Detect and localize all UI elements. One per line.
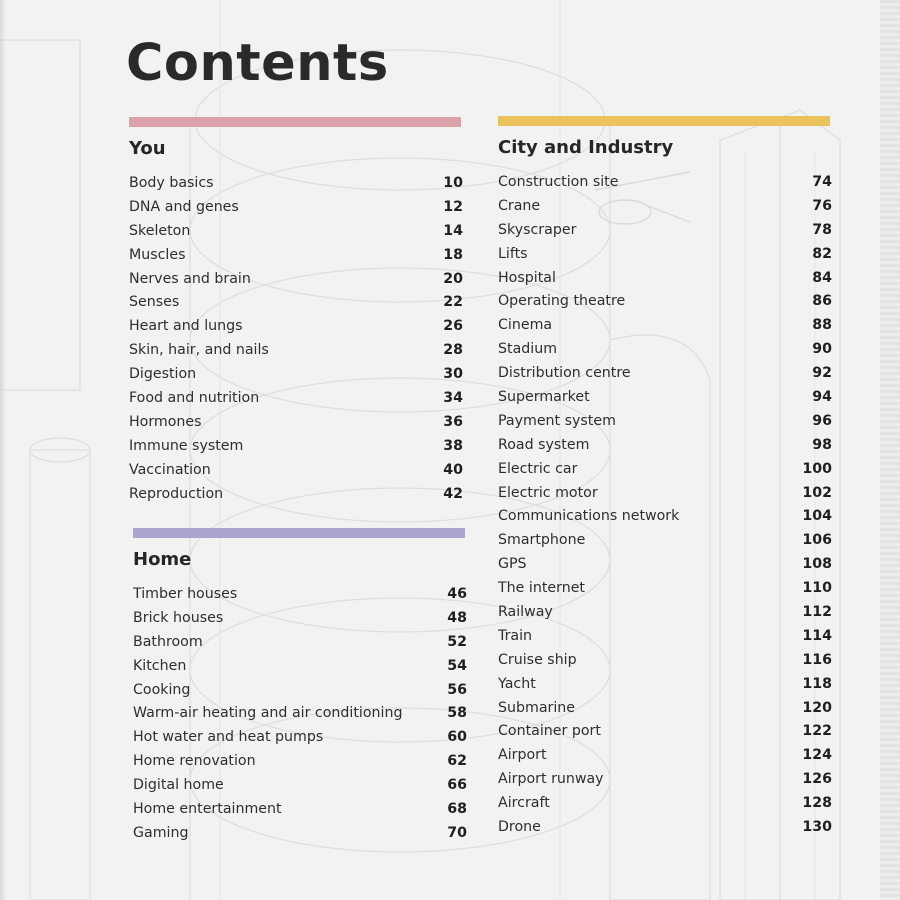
toc-entry-title: Hospital <box>498 269 556 286</box>
toc-entry-title: Road system <box>498 436 590 453</box>
toc-entry-title: Crane <box>498 197 541 214</box>
toc-entry <box>133 797 467 821</box>
toc-page-number: 48 <box>447 609 467 626</box>
toc-entry <box>133 701 467 725</box>
city-entry-list <box>498 170 832 839</box>
toc-entry <box>498 600 832 624</box>
toc-entry-title: Heart and lungs <box>129 318 243 335</box>
toc-page-number: 100 <box>802 460 832 477</box>
toc-entry <box>498 481 832 505</box>
you-color-bar <box>129 117 461 127</box>
toc-entry <box>129 338 463 362</box>
toc-entry <box>133 749 467 773</box>
toc-entry-title: Home renovation <box>133 753 256 770</box>
toc-entry <box>498 719 832 743</box>
toc-entry <box>498 361 832 385</box>
toc-entry <box>498 313 832 337</box>
toc-page-number: 76 <box>812 197 832 214</box>
toc-entry-title: Construction site <box>498 173 619 190</box>
toc-entry <box>498 648 832 672</box>
toc-page-number: 14 <box>443 222 463 239</box>
toc-page-number: 38 <box>443 437 463 454</box>
toc-entry <box>129 290 463 314</box>
toc-entry-title: Skin, hair, and nails <box>129 342 269 359</box>
toc-entry-title: Hot water and heat pumps <box>133 729 324 746</box>
page-edge-stack <box>880 0 900 900</box>
toc-page-number: 52 <box>447 633 467 650</box>
toc-entry-title: Smartphone <box>498 532 586 549</box>
toc-entry-title: Train <box>498 627 533 644</box>
toc-entry-title: Payment system <box>498 412 616 429</box>
toc-entry <box>129 434 463 458</box>
toc-page-number: 28 <box>443 342 463 359</box>
toc-page-number: 54 <box>447 657 467 674</box>
toc-page-number: 66 <box>447 777 467 794</box>
toc-entry <box>133 678 467 702</box>
toc-entry <box>498 337 832 361</box>
toc-page-number: 10 <box>443 174 463 191</box>
toc-entry-title: Drone <box>498 818 541 835</box>
toc-entry <box>498 409 832 433</box>
toc-entry <box>498 743 832 767</box>
toc-entry <box>498 218 832 242</box>
toc-entry-title: Lifts <box>498 245 528 262</box>
toc-page-number: 114 <box>802 627 832 644</box>
toc-entry <box>498 194 832 218</box>
toc-entry <box>498 815 832 839</box>
toc-entry-title: Cruise ship <box>498 651 577 668</box>
toc-entry <box>129 243 463 267</box>
toc-entry-title: Senses <box>129 294 180 311</box>
toc-entry-title: The internet <box>498 580 585 597</box>
toc-page-number: 68 <box>447 800 467 817</box>
toc-entry <box>498 457 832 481</box>
toc-entry-title: Electric motor <box>498 484 598 501</box>
toc-page-number: 20 <box>443 270 463 287</box>
toc-entry <box>133 773 467 797</box>
toc-page-number: 82 <box>812 245 832 262</box>
toc-entry-title: Cinema <box>498 317 553 334</box>
toc-page-number: 102 <box>802 484 832 501</box>
toc-entry <box>129 195 463 219</box>
toc-entry <box>498 170 832 194</box>
toc-page-number: 40 <box>443 461 463 478</box>
toc-entry-title: Communications network <box>498 508 680 525</box>
toc-entry-title: Airport runway <box>498 771 604 788</box>
toc-page-number: 128 <box>802 795 832 812</box>
toc-page-number: 110 <box>802 580 832 597</box>
section-title-home: Home <box>133 549 192 570</box>
toc-entry-title: Aircraft <box>498 795 550 812</box>
toc-page-number: 26 <box>443 318 463 335</box>
toc-entry <box>133 630 467 654</box>
toc-entry-title: Stadium <box>498 341 558 358</box>
toc-page-number: 70 <box>447 824 467 841</box>
city-color-bar <box>498 116 830 126</box>
toc-entry <box>498 266 832 290</box>
toc-entry <box>129 482 463 506</box>
toc-page-number: 118 <box>802 675 832 692</box>
toc-entry <box>129 362 463 386</box>
toc-entry <box>498 767 832 791</box>
toc-page-number: 46 <box>447 585 467 602</box>
toc-page-number: 62 <box>447 753 467 770</box>
toc-entry-title: Gaming <box>133 824 189 841</box>
toc-entry-title: Digestion <box>129 366 197 383</box>
toc-entry-title: Immune system <box>129 437 244 454</box>
toc-entry-title: Body basics <box>129 174 214 191</box>
toc-page-number: 90 <box>812 341 832 358</box>
toc-entry-title: Railway <box>498 603 553 620</box>
toc-entry-title: Supermarket <box>498 388 590 405</box>
toc-entry-title: Yacht <box>498 675 536 692</box>
toc-entry-title: Reproduction <box>129 485 224 502</box>
section-title-you: You <box>129 138 166 159</box>
toc-entry-title: Airport <box>498 747 547 764</box>
toc-entry <box>129 386 463 410</box>
toc-entry-title: Brick houses <box>133 609 224 626</box>
home-color-bar <box>133 528 465 538</box>
toc-page-number: 94 <box>812 388 832 405</box>
toc-page-number: 22 <box>443 294 463 311</box>
toc-entry <box>133 606 467 630</box>
toc-entry-title: Nerves and brain <box>129 270 251 287</box>
toc-entry <box>129 314 463 338</box>
section-city-and-industry <box>498 116 832 839</box>
toc-entry <box>498 696 832 720</box>
toc-entry <box>129 267 463 291</box>
toc-page-number: 30 <box>443 366 463 383</box>
toc-entry-title: Food and nutrition <box>129 389 260 406</box>
toc-entry <box>498 791 832 815</box>
toc-page-number: 96 <box>812 412 832 429</box>
toc-entry-title: Vaccination <box>129 461 211 478</box>
toc-page-number: 12 <box>443 198 463 215</box>
toc-page-number: 56 <box>447 681 467 698</box>
toc-entry <box>129 458 463 482</box>
toc-entry-title: Electric car <box>498 460 578 477</box>
toc-entry <box>133 725 467 749</box>
toc-page-number: 92 <box>812 365 832 382</box>
toc-entry <box>498 385 832 409</box>
toc-entry-title: Home entertainment <box>133 800 282 817</box>
toc-entry <box>129 171 463 195</box>
toc-entry-title: Warm-air heating and air conditioning <box>133 705 403 722</box>
toc-page-number: 126 <box>802 771 832 788</box>
toc-entry <box>498 624 832 648</box>
toc-entry-title: Bathroom <box>133 633 203 650</box>
toc-entry-title: Cooking <box>133 681 191 698</box>
toc-entry-title: Kitchen <box>133 657 187 674</box>
toc-entry-title: Submarine <box>498 699 576 716</box>
toc-entry-title: Operating theatre <box>498 293 626 310</box>
toc-page-number: 130 <box>802 818 832 835</box>
toc-page-number: 18 <box>443 246 463 263</box>
toc-entry <box>498 433 832 457</box>
toc-entry <box>133 654 467 678</box>
toc-page-number: 58 <box>447 705 467 722</box>
toc-entry-title: Muscles <box>129 246 186 263</box>
toc-entry <box>498 242 832 266</box>
toc-page-number: 36 <box>443 413 463 430</box>
toc-page-number: 34 <box>443 389 463 406</box>
toc-page-number: 106 <box>802 532 832 549</box>
toc-page-number: 122 <box>802 723 832 740</box>
home-entry-list <box>133 582 467 845</box>
toc-entry <box>129 219 463 243</box>
toc-entry <box>498 672 832 696</box>
toc-page-number: 120 <box>802 699 832 716</box>
toc-page-number: 116 <box>802 651 832 668</box>
toc-entry-title: Skyscraper <box>498 221 577 238</box>
section-home <box>133 528 467 845</box>
toc-entry-title: Distribution centre <box>498 365 631 382</box>
section-title-city: City and Industry <box>498 137 674 158</box>
toc-entry <box>498 504 832 528</box>
toc-entry-title: DNA and genes <box>129 198 239 215</box>
section-you <box>129 117 463 505</box>
toc-page-number: 104 <box>802 508 832 525</box>
you-entry-list <box>129 171 463 505</box>
toc-entry-title: GPS <box>498 556 527 573</box>
toc-page-number: 86 <box>812 293 832 310</box>
toc-page-number: 88 <box>812 317 832 334</box>
toc-page-number: 78 <box>812 221 832 238</box>
toc-entry-title: Skeleton <box>129 222 191 239</box>
toc-page-number: 108 <box>802 556 832 573</box>
toc-page-number: 84 <box>812 269 832 286</box>
toc-entry <box>498 289 832 313</box>
toc-page-number: 124 <box>802 747 832 764</box>
toc-entry-title: Timber houses <box>133 585 238 602</box>
toc-entry-title: Container port <box>498 723 601 740</box>
toc-entry <box>129 410 463 434</box>
toc-page-number: 74 <box>812 173 832 190</box>
toc-entry <box>133 582 467 606</box>
toc-entry <box>498 576 832 600</box>
toc-entry <box>498 552 832 576</box>
toc-entry <box>498 528 832 552</box>
toc-entry <box>133 821 467 845</box>
toc-page-number: 42 <box>443 485 463 502</box>
toc-page-number: 112 <box>802 603 832 620</box>
page-title: Contents <box>126 34 389 93</box>
toc-page-number: 98 <box>812 436 832 453</box>
toc-entry-title: Digital home <box>133 777 224 794</box>
toc-entry-title: Hormones <box>129 413 202 430</box>
toc-page-number: 60 <box>447 729 467 746</box>
